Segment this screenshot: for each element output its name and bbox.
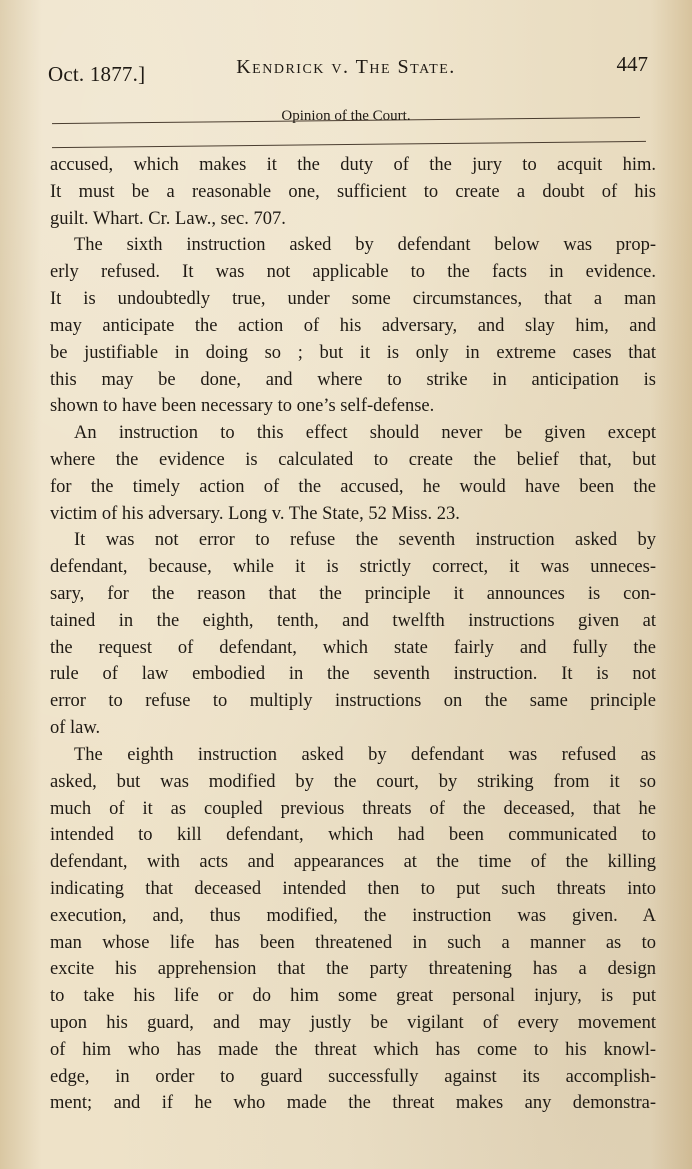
header-rule-bottom (52, 141, 646, 148)
text-line: the request of defendant, which state fairly and fully the (50, 637, 656, 658)
text-line: to take his life or do him some great personal injury, is put (50, 986, 656, 1007)
case-caption (0, 56, 692, 79)
text-line: indicating that deceased intended then to put such threats into (50, 878, 656, 899)
text-line: tained in the eighth, tenth, and twelfth instructions given at (50, 610, 656, 631)
text-line: guilt. Whart. Cr. Law., sec. 707. (50, 208, 286, 229)
text-line: much of it as coupled previous threats of the deceased, that he (50, 798, 656, 819)
text-line: where the evidence is calculated to create the belief that, but (50, 449, 656, 470)
text-line: accused, which makes it the duty of the jury to acquit him. (50, 155, 656, 175)
text-line: It was not error to refuse the seventh instruction asked by (74, 530, 656, 551)
text-line: execution, and, thus modified, the instruction was given. A (50, 905, 656, 926)
text-line: It must be a reasonable one, sufficient to create a doubt of his (50, 181, 656, 202)
body-text (50, 152, 656, 1117)
page-number: 447 (616, 52, 648, 76)
text-line: be justifiable in doing so ; but it is only in extreme cases that (50, 342, 656, 363)
text-line: intended to kill defendant, which had been communicated to (50, 825, 656, 846)
text-line: upon his guard, and may justly be vigilant of every movement (50, 1013, 656, 1033)
text-line: for the timely action of the accused, he would have been the (50, 476, 656, 497)
text-line: erly refused. It was not applicable to the facts in evidence. (50, 262, 656, 283)
section-heading: Opinion of the Court. (281, 108, 411, 124)
text-line: victim of his adversary. Long v. The State, 52 Miss. 23. (50, 503, 460, 524)
text-line: The sixth instruction asked by defendant below was prop- (74, 235, 656, 256)
text-line: sary, for the reason that the principle it announces is con- (50, 584, 656, 604)
running-header (0, 0, 692, 100)
case-caption-text: Kendrick v. The State. (236, 56, 456, 78)
text-line: ment; and if he who made the threat makes any demonstra- (50, 1093, 656, 1114)
text-line: An instruction to this effect should never be given except (74, 423, 656, 444)
text-line: error to refuse to multiply instructions on the same principle (50, 691, 656, 712)
text-line: It is undoubtedly true, under some circumstances, that a man (50, 289, 656, 310)
text-line: man whose life has been threatened in such a manner as to (50, 932, 656, 953)
text-line: of law. (50, 718, 101, 739)
text-line: defendant, with acts and appearances at the time of the killing (50, 852, 656, 873)
term-date: Oct. 1877.] (48, 62, 146, 86)
text-line: of him who has made the threat which has come to his knowl- (50, 1039, 656, 1060)
text-line: excite his apprehension that the party threatening has a design (50, 959, 656, 980)
text-line: asked, but was modified by the court, by striking from it so (50, 771, 656, 792)
text-line: this may be done, and where to strike in anticipation is (50, 369, 656, 390)
text-line: shown to have been necessary to one’s self-defense. (50, 396, 435, 417)
text-line: edge, in order to guard successfully against its accomplish- (50, 1066, 656, 1087)
text-line: rule of law embodied in the seventh instruction. It is not (50, 664, 656, 685)
text-line: may anticipate the action of his adversary, and slay him, and (50, 315, 656, 336)
text-line: The eighth instruction asked by defendant was refused as (74, 744, 656, 765)
text-line: defendant, because, while it is strictly correct, it was unneces- (50, 557, 656, 578)
